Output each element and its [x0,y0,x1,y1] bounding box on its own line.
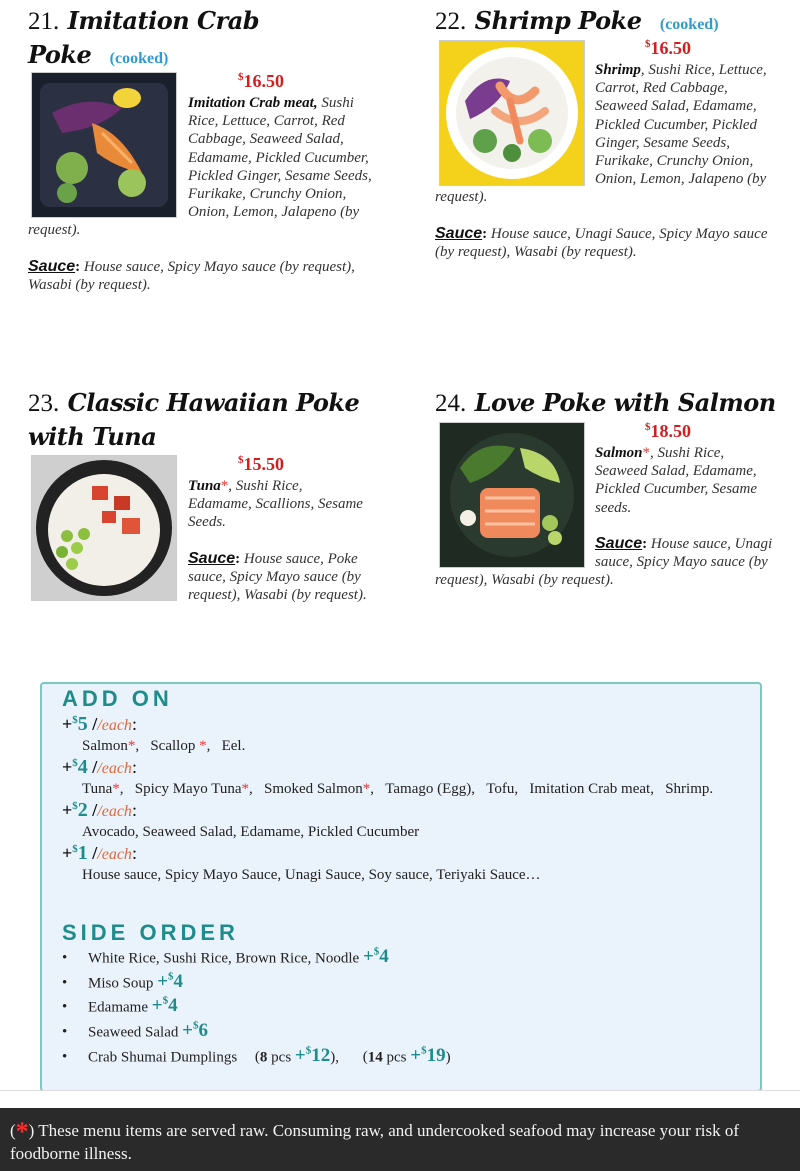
item-name-cont: with Tuna [28,422,157,451]
addon-item: Tamago (Egg) [385,781,472,797]
item-name: Classic Hawaiian Poke [67,388,360,417]
price-22 [645,38,691,59]
warning-text: ) These menu items are served raw. Consuming raw, and undercooked seafood may increase your risk of foodborne illness. [10,1121,739,1163]
addon-item: Shrimp. [665,781,714,797]
bullet: • [62,975,68,992]
item-title [435,4,785,41]
float-spacer [28,94,188,219]
dollar-sign: $ [192,1020,199,1032]
item-number: 22. [435,8,467,35]
piece-unit: pcs [382,1049,411,1066]
dollar-sign: $ [168,971,174,983]
item-number: 23. [28,390,60,417]
sauce-list: House sauce, Spicy Mayo sauce (by request), Wasabi (by request). [28,258,355,293]
addon-tier-5: +$5 //each: [62,713,137,735]
cooked-tag: (cooked) [109,50,169,67]
addon-item: Tofu [486,781,515,797]
spacer [28,240,373,258]
addon-list-1: House sauce, Spicy Mayo Sauce, Unagi Sauce, Soy sauce, Teriyaki Sauce… [82,867,541,883]
price-symbol: $ [238,454,244,466]
colon: : [131,757,137,777]
each-label: /each [97,803,132,820]
plus-sign: + [62,843,73,863]
amount: 4 [173,971,184,993]
addon-tier-4: +$4 //each: [62,756,137,778]
colon: : [131,714,137,734]
side-price [157,971,183,992]
raw-star: * [642,445,651,461]
sauce-label: Sauce [188,549,236,567]
addon-list-5: Salmon*, Scallop *, Eel. [82,738,246,754]
amount: 19 [426,1045,446,1067]
side-row-rice [62,946,389,968]
raw-star: * [241,781,249,797]
item-name: Love Poke with Salmon [474,388,776,417]
tier-amount: 2 [77,799,88,821]
raw-star: * [112,781,120,797]
item-number: 24. [435,390,467,417]
dollar-sign: $ [162,995,169,1007]
bullet: • [62,999,68,1016]
addon-list-2: Avocado, Seaweed Salad, Edamame, Pickled Cucumber [82,824,420,840]
side-label: Miso Soup [88,975,158,992]
item-title [28,386,388,453]
side-label: Crab Shumai Dumplings [88,1049,238,1066]
amount: 12 [311,1045,331,1067]
plus-sign: + [182,1020,193,1042]
side-price [295,1045,330,1066]
side-price [152,995,178,1016]
side-price [182,1020,208,1041]
side-row-edamame [62,995,178,1017]
raw-warning-footer [0,1108,800,1171]
side-price [363,946,389,967]
tier-amount: 1 [77,842,88,864]
dollar-sign: $ [72,757,78,769]
item-name-cont: Poke [28,40,92,69]
dollar-sign: $ [305,1045,312,1057]
raw-star-icon: * [15,1117,29,1146]
price-value: 18.50 [650,421,691,441]
side-label: White Rice, Sushi Rice, Brown Rice, Noodle [88,950,363,967]
ingredient-list: , Sushi Rice, Seaweed Salad, Edamame, Pickled Cucumber, Sesame seeds. [595,445,758,516]
ingredient-list: , Sushi Rice, Lettuce, Carrot, Red Cabbage, Seaweed Salad, Edamame, Pickled Cucumber, Pickled Ginger, Sesame Seeds, Furikake, Crunchy Onion, Onion, Lemon, Jalapeno (by request). [435,62,767,206]
sauce-list: House sauce, Poke sauce, Spicy Mayo sauce (by request), Wasabi (by request). [188,550,367,604]
bullet: • [62,1049,68,1066]
lead-ingredient: Shrimp [595,62,641,78]
item-name: Shrimp Poke [474,6,642,35]
colon: : [131,800,137,820]
dollar-sign: $ [72,843,78,855]
plus-sign: + [151,995,163,1017]
dollar-sign: $ [421,1045,427,1057]
description-21: Imitation Crab meat, Sushi Rice, Lettuce, Carrot, Red Cabbage, Seaweed Salad, Edamame, Pickled Cucumber, Pickled Ginger, Sesame Seeds, Furikake, Crunchy Onion, Onion, Lemon, Jalapeno (by request). Sauce: House sauce, Spicy Mayo sauce (by request), Wasabi (by request). [28,95,372,293]
menu-item-22 [435,4,785,41]
side-label: Seaweed Salad [88,1024,183,1041]
amount: 4 [168,995,178,1017]
price-value: 16.50 [650,38,691,58]
sauce-list: House sauce, Unagi Sauce, Spicy Mayo sauce (by request), Wasabi (by request). [435,225,768,260]
description-22: Shrimp, Sushi Rice, Lettuce, Carrot, Red Cabbage, Seaweed Salad, Edamame, Pickled Cucumber, Pickled Ginger, Sesame Seeds, Furikake, Crunchy Onion, Onion, Lemon, Jalapeno (by request). Sauce: House sauce, Unagi Sauce, Spicy Mayo sauce (by request), Wasabi (by request). [435,61,775,261]
sauce-label: Sauce [28,257,76,275]
addon-heading: ADD ON [62,686,173,711]
plus-sign: + [62,800,73,820]
lead-ingredient: Salmon [595,445,643,461]
tier-amount: 5 [77,713,88,735]
sauce-label: Sauce [435,224,483,242]
price-24 [645,421,691,442]
float-spacer [435,61,595,186]
colon: : [131,843,137,863]
price-symbol: $ [238,71,244,83]
sauce-label: Sauce [595,534,643,552]
addon-item: Smoked Salmon [263,781,363,797]
addon-tier-2: +$2 //each: [62,799,137,821]
plus-sign: + [362,946,374,968]
side-order-heading: SIDE ORDER [62,920,239,945]
divider [0,1090,800,1109]
raw-star: * [220,478,229,494]
lead-ingredient: Tuna [188,478,221,494]
plus-sign: + [410,1045,422,1067]
piece-unit: pcs [267,1049,295,1066]
amount: 4 [379,946,389,968]
raw-star: * [199,738,207,754]
side-row-seaweed [62,1020,208,1042]
menu-item-23 [28,386,388,453]
lead-ingredient: Imitation Crab meat, [188,95,318,111]
addon-item: Tuna [82,781,113,797]
tier-amount: 4 [77,756,88,778]
item-title [28,4,378,75]
each-label: /each [97,717,132,734]
spacer [435,207,775,225]
bullet: • [62,950,68,967]
raw-star: * [362,781,371,797]
raw-star: * [127,738,136,754]
footer-text [10,1117,785,1165]
float-spacer [28,477,188,603]
ingredient-list: , Sushi Rice, Edamame, Scallions, Sesame Seeds. [188,478,363,531]
addon-tier-1: +$1 //each: [62,842,137,864]
menu-item-24 [435,386,795,420]
price-21 [238,71,284,92]
item-name: Imitation Crab [67,6,260,35]
paren: ( [10,1121,16,1140]
side-price [410,1045,445,1066]
cooked-tag: (cooked) [659,16,719,33]
addon-list-4: Tuna*, Spicy Mayo Tuna*, Smoked Salmon*, Tamago (Egg), Tofu, Imitation Crab meat, Shrimp. [82,781,714,797]
plus-sign: + [294,1045,306,1067]
dollar-sign: $ [72,800,78,812]
price-23 [238,454,284,475]
price-symbol: $ [645,421,651,433]
item-number: 21. [28,8,60,35]
description-24: Salmon*, Sushi Rice, Seaweed Salad, Edamame, Pickled Cucumber, Sesame seeds. Sauce: House sauce, Unagi sauce, Spicy Mayo sauce (by request), Wasabi (by request). [435,444,775,589]
sauce-list: House sauce, Unagi sauce, Spicy Mayo sauce (by request), Wasabi (by request). [435,535,773,589]
addon-item: Eel. [221,738,246,754]
addon-item: Spicy Mayo Tuna [134,781,242,797]
addon-item: Imitation Crab meat [529,781,651,797]
side-row-miso [62,971,183,993]
addon-item: Scallop [150,738,200,754]
plus-sign: + [62,757,73,777]
price-value: 16.50 [243,71,284,91]
price-value: 15.50 [243,454,284,474]
side-row-shumai: • Crab Shumai Dumplings (8 pcs +$12), (14 pcs +$19) [62,1045,451,1067]
item-title [435,386,795,420]
bullet: • [62,1024,68,1041]
plus-sign: + [62,714,73,734]
dollar-sign: $ [72,714,78,726]
addon-item: Salmon [82,738,128,754]
amount: 6 [198,1020,208,1042]
each-label: /each [97,846,132,863]
piece-count: 8 [259,1049,268,1066]
menu-item-21 [28,4,378,75]
description-23: Tuna*, Sushi Rice, Edamame, Scallions, Sesame Seeds. Sauce: House sauce, Poke sauce, Spicy Mayo sauce (by request), Wasabi (by request). [28,477,368,604]
price-symbol: $ [645,38,651,50]
dollar-sign: $ [373,946,380,958]
ingredient-list: Sushi Rice, Lettuce, Carrot, Red Cabbage, Seaweed Salad, Edamame, Pickled Cucumber, Pickled Ginger, Sesame Seeds, Furikake, Crunchy Onion, Onion, Lemon, Jalapeno (by request). [28,95,372,239]
piece-count: 14 [367,1049,383,1066]
plus-sign: + [157,971,169,993]
side-label: Edamame [88,999,152,1016]
float-spacer [435,444,595,570]
each-label: /each [97,760,132,777]
